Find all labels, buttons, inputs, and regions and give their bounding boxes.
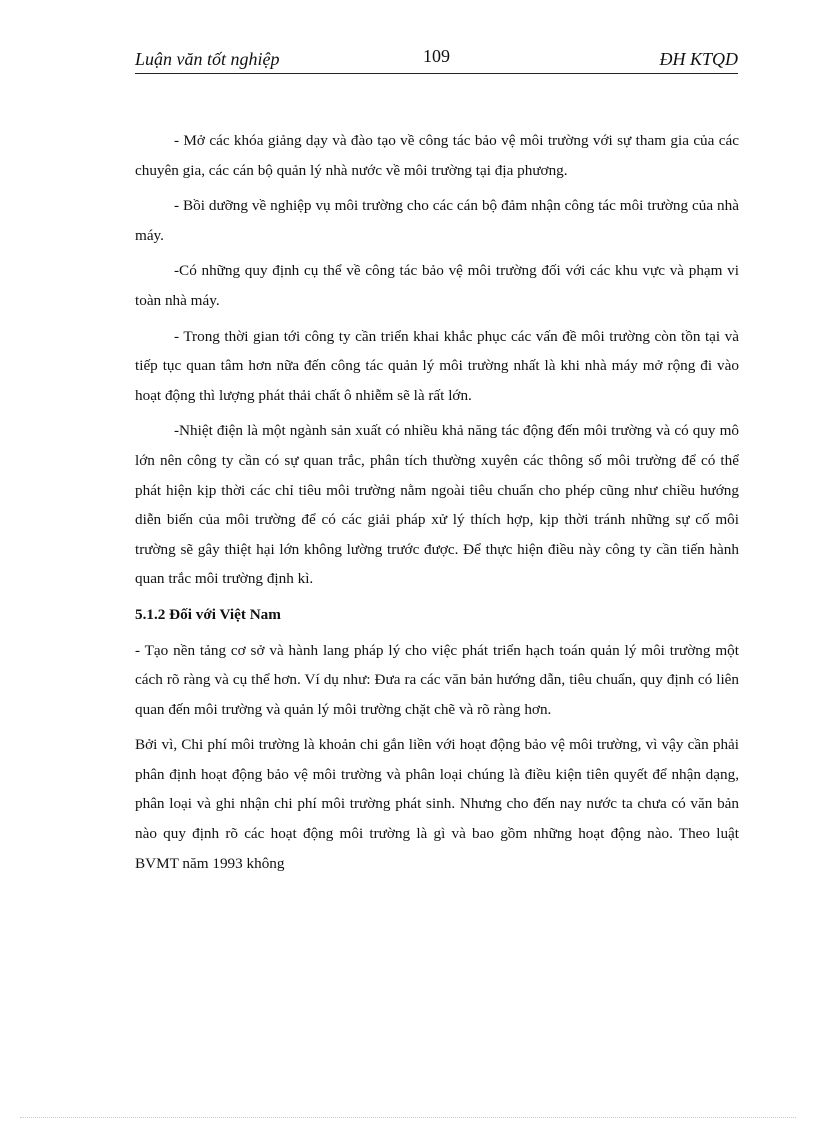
page-number: 109 xyxy=(423,46,450,66)
header-divider xyxy=(135,73,738,74)
footer-divider xyxy=(20,1117,796,1118)
paragraph-environmental-costs: Bởi vì, Chi phí môi trường là khoản chi gắn liền với hoạt động bảo vệ môi trường, vì vậy cần phải phân định hoạt động bảo vệ môi trường và phân loại chúng là điều kiện tiên quyết để nhận dạng, phân loại và ghi nhận chi phí môi trường phát sinh. Nhưng cho đến nay nước ta chưa có văn bản nào quy định rõ các hoạt động môi trường là gì và bao gồm những hoạt động nào. Theo luật BVMT năm 1993 không xyxy=(135,736,739,872)
page-header xyxy=(135,46,738,72)
header-thesis-title: Luận văn tốt nghiệp xyxy=(135,49,280,69)
paragraph-regulations: -Có những quy định cụ thể về công tác bảo vệ môi trường đối với các khu vực và phạm vi toàn nhà máy. xyxy=(135,262,739,309)
section-heading: 5.1.2 Đối với Việt Nam xyxy=(135,605,281,623)
document-body xyxy=(135,126,739,884)
paragraph-training: - Mở các khóa giảng dạy và đào tạo về công tác bảo vệ môi trường với sự tham gia của các chuyên gia, các cán bộ quản lý nhà nước về môi trường tại địa phương. xyxy=(135,132,739,179)
paragraph-monitoring: -Nhiệt điện là một ngành sản xuất có nhiều khả năng tác động đến môi trường và có quy mô lớn nên công ty cần có sự quan trắc, phân tích thường xuyên các thông số môi trường để có thể phát hiện kịp thời các chỉ tiêu môi trường nằm ngoài tiêu chuẩn cho phép cũng như chiều hướng diễn biến của môi trường để có các giải pháp xử lý thích hợp, kịp thời tránh những sự cố môi trường sẽ gây thiệt hại lớn không lường trước được. Để thực hiện điều này công ty cần tiến hành quan trắc môi trường định kì. xyxy=(135,422,739,588)
paragraph-staff-development: - Bồi dưỡng về nghiệp vụ môi trường cho các cán bộ đảm nhận công tác môi trường của nhà máy. xyxy=(135,197,739,244)
header-university: ĐH KTQD xyxy=(659,49,738,69)
paragraph-remediation: - Trong thời gian tới công ty cần triển khai khắc phục các vấn đề môi trường còn tồn tại và tiếp tục quan tâm hơn nữa đến công tác quản lý môi trường nhất là khi nhà máy mở rộng đi vào hoạt động thì lượng phát thải chất ô nhiễm sẽ là rất lớn. xyxy=(135,327,739,404)
paragraph-legal-framework: - Tạo nền tảng cơ sở và hành lang pháp lý cho việc phát triển hạch toán quản lý môi trường một cách rõ ràng và cụ thể hơn. Ví dụ như: Đưa ra các văn bản hướng dẫn, tiêu chuẩn, quy định có liên quan đến môi trường và quản lý môi trường chặt chẽ và rõ ràng hơn. xyxy=(135,641,739,718)
